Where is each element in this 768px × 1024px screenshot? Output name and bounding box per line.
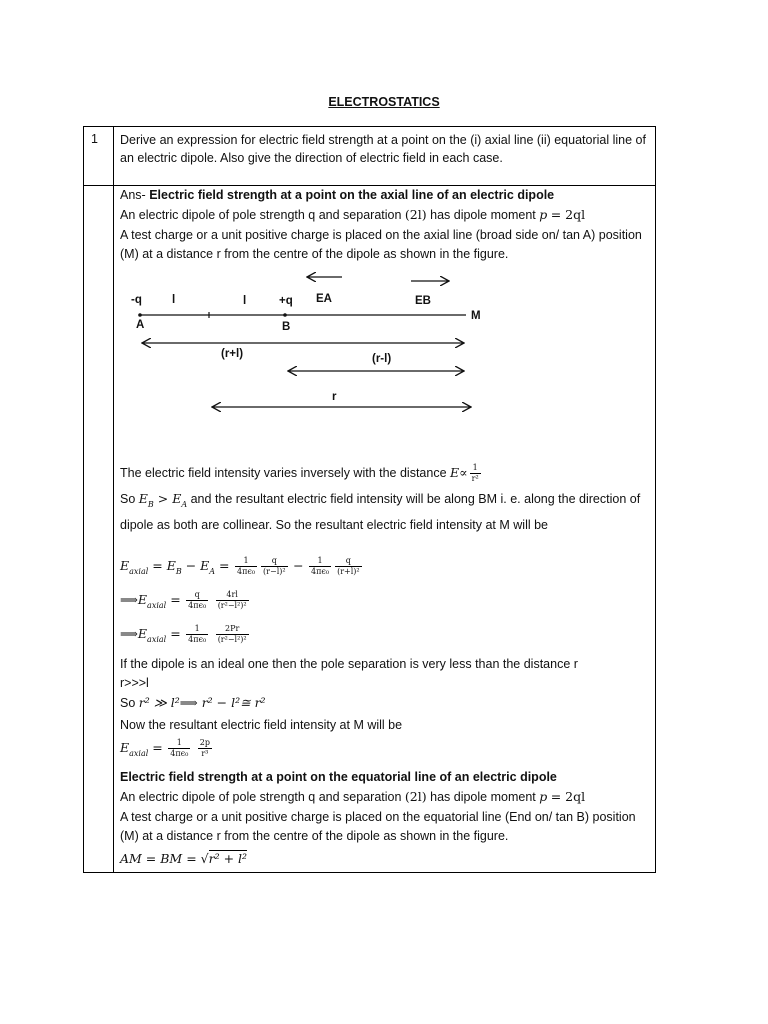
eaxial-equation-1: $E_{axial} = E_B - E_A$ = $\frac{1}{\text{4πϵ₀}}$ $\frac{q}{\text{(r−l)²}}$ − $\frac{1}{\text{4πϵ₀}}$ $\frac{q}{\text{(r+l)²}}$ — [120, 556, 360, 576]
dipole-definition: An electric dipole of pole strength q and separation (2l) has dipole moment p = 2ql — [120, 207, 586, 222]
page-title: ELECTROSTATICS — [328, 95, 440, 109]
neg-q-label: -q — [131, 294, 142, 306]
pos-q-label: +q — [279, 295, 293, 307]
equatorial-charge-text: A test charge or a unit positive charge is placed on the equatorial line (End on/ tan B) position (M) at a distance r from the centre of the dipole as shown in the figure. — [120, 810, 636, 843]
answer-prefix: Ans- — [120, 188, 150, 202]
am-bm-equation: AM = BM = √r² + l² — [120, 851, 248, 866]
a-label: A — [136, 319, 145, 331]
r-plus-l-label: (r+l) — [221, 348, 244, 360]
equatorial-heading-line — [120, 770, 557, 784]
eaxial-equation-2: $⟹E_{axial}$ = $\frac{q}{\text{4πϵ₀}}$ $\frac{4rl}{\text{(r²−l²)²}}$ — [120, 590, 247, 610]
charge-b-point — [283, 313, 287, 317]
l1-label: l — [172, 294, 176, 306]
eb-label: EB — [415, 295, 431, 307]
equatorial-heading: Electric field strength at a point on the equatorial line of an electric dipole — [120, 770, 557, 784]
ideal-dipole-text: If the dipole is an ideal one then the pole separation is very less than the distance r — [120, 657, 578, 671]
now-resultant-text: Now the resultant electric field intensity at M will be — [120, 718, 403, 732]
axial-heading: Electric field strength at a point on the axial line of an electric dipole — [149, 188, 555, 202]
eb-gt-ea-paragraph: So $E_B > E_A$ and the resultant electric field intensity will be along BM i. e. along the direction of dipole as both are collinear. So the resultant electric field intensity at M will be — [120, 491, 641, 532]
charge-a-point — [138, 313, 142, 317]
dipole-definition-2: An electric dipole of pole strength q and separation (2l) has dipole moment p = 2ql — [120, 789, 586, 804]
ea-label: EA — [316, 293, 332, 305]
approximation-line: So r² ≫ l²⟹ r² − l²≅ r² — [120, 695, 266, 710]
m-label: M — [471, 310, 481, 322]
l2-label: l — [243, 295, 247, 307]
r-label: r — [332, 391, 337, 403]
b-label: B — [282, 321, 291, 333]
inverse-relation-line: The electric field intensity varies inversely with the distance E∝ $\frac{1}{\text{r²}}$ — [120, 463, 479, 483]
r-minus-l-label: (r-l) — [372, 353, 392, 365]
eaxial-equation-3: $⟹E_{axial}$ = $\frac{1}{\text{4πϵ₀}}$ $\frac{2Pr}{\text{(r²−l²)²}}$ — [120, 624, 247, 644]
ideal-condition: r>>>l — [120, 676, 149, 690]
axial-charge-text: A test charge or a unit positive charge is placed on the axial line (broad side on/ tan A) position (M) at a distance r from the centre of the dipole as shown in the figure. — [120, 228, 642, 261]
inverse-fraction: $\frac{1}{\text{r²}}$ — [471, 463, 479, 483]
question-number: 1 — [91, 132, 98, 146]
eaxial-final-equation: $E_{axial}$ = $\frac{1}{\text{4πϵ₀}}$ $\frac{2p}{\text{r³}}$ — [120, 738, 210, 758]
question-text: Derive an expression for electric field strength at a point on the (i) axial line (ii) equatorial line of an electric dipole. Also give the direction of electric field in each case. — [120, 133, 646, 165]
